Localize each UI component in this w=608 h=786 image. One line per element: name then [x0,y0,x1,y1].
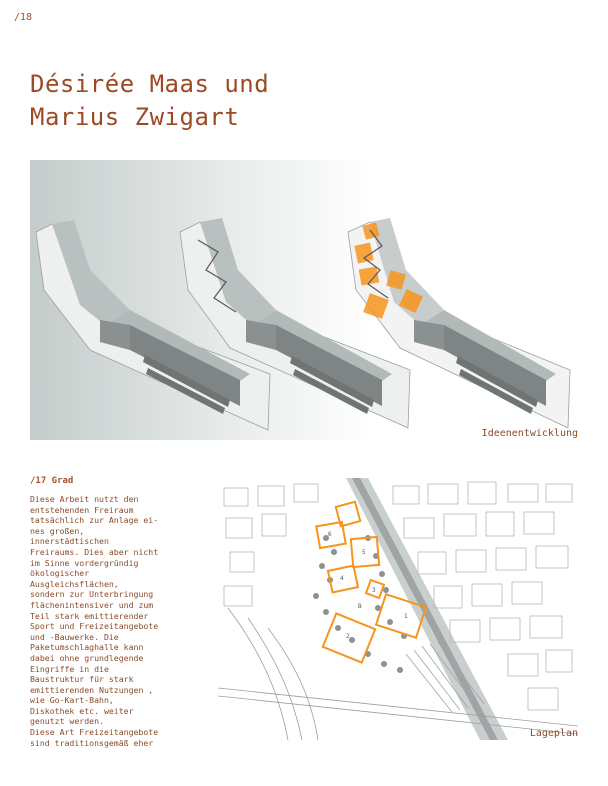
page-title [30,68,269,134]
page-number: /18 [14,12,33,23]
body-line: dabei ohne grundlegende [30,652,144,663]
body-line: nes großen, [30,525,85,536]
body-line: flächenintensiver und zum [30,599,154,610]
concept-diagram-figure [30,160,580,440]
section-title: /17 Grad [30,476,74,486]
site-plan-figure [218,478,578,740]
body-line: Diskothek etc. weiter [30,705,134,716]
body-line: genutzt werden. [30,716,104,727]
body-line: tatsächlich zur Anlage ei- [30,515,159,526]
body-line: Diese Art Freizeitangebote [30,727,159,738]
body-line: Baustruktur für stark [30,674,134,685]
body-line: Freiraums. Dies aber nicht [30,546,159,557]
caption-lageplan: Lageplan [529,728,578,739]
caption-ideenentwicklung: Ideenentwicklung [481,428,578,439]
body-line: und -Bauwerke. Die [30,631,119,642]
body-text [30,494,180,748]
body-line: Teil stark emittierender [30,610,149,621]
body-line: wie Go-Kart-Bahn, [30,695,114,706]
map-label: 1 [404,613,408,620]
title-line-2: Marius Zwigart [30,103,240,131]
body-line: sondern zur Unterbringung [30,589,154,600]
map-label: 5 [362,549,366,556]
body-line: ökologischer [30,568,90,579]
map-label: B [358,603,362,610]
title-line-1: Désirée Maas und [30,70,270,98]
map-label: 6 [328,531,332,538]
map-label: 4 [340,575,344,582]
map-label: 2 [346,633,350,640]
body-line: emittierenden Nutzungen , [30,684,154,695]
body-line: Paketumschlaghalle kann [30,642,144,653]
body-line: Diese Arbeit nutzt den [30,494,139,504]
body-line: Eingriffe in die [30,663,109,674]
body-line: Sport und Freizeitangebote [30,621,159,632]
body-line: Ausgleichsflächen, [30,578,119,589]
body-line: sind traditionsgemäß eher [30,737,154,748]
body-line: innerstädtischen [30,536,109,547]
body-line: im Sinne vordergründig [30,557,139,568]
map-label: 3 [372,587,376,594]
body-line: entstehenden Freiraum [30,504,134,515]
